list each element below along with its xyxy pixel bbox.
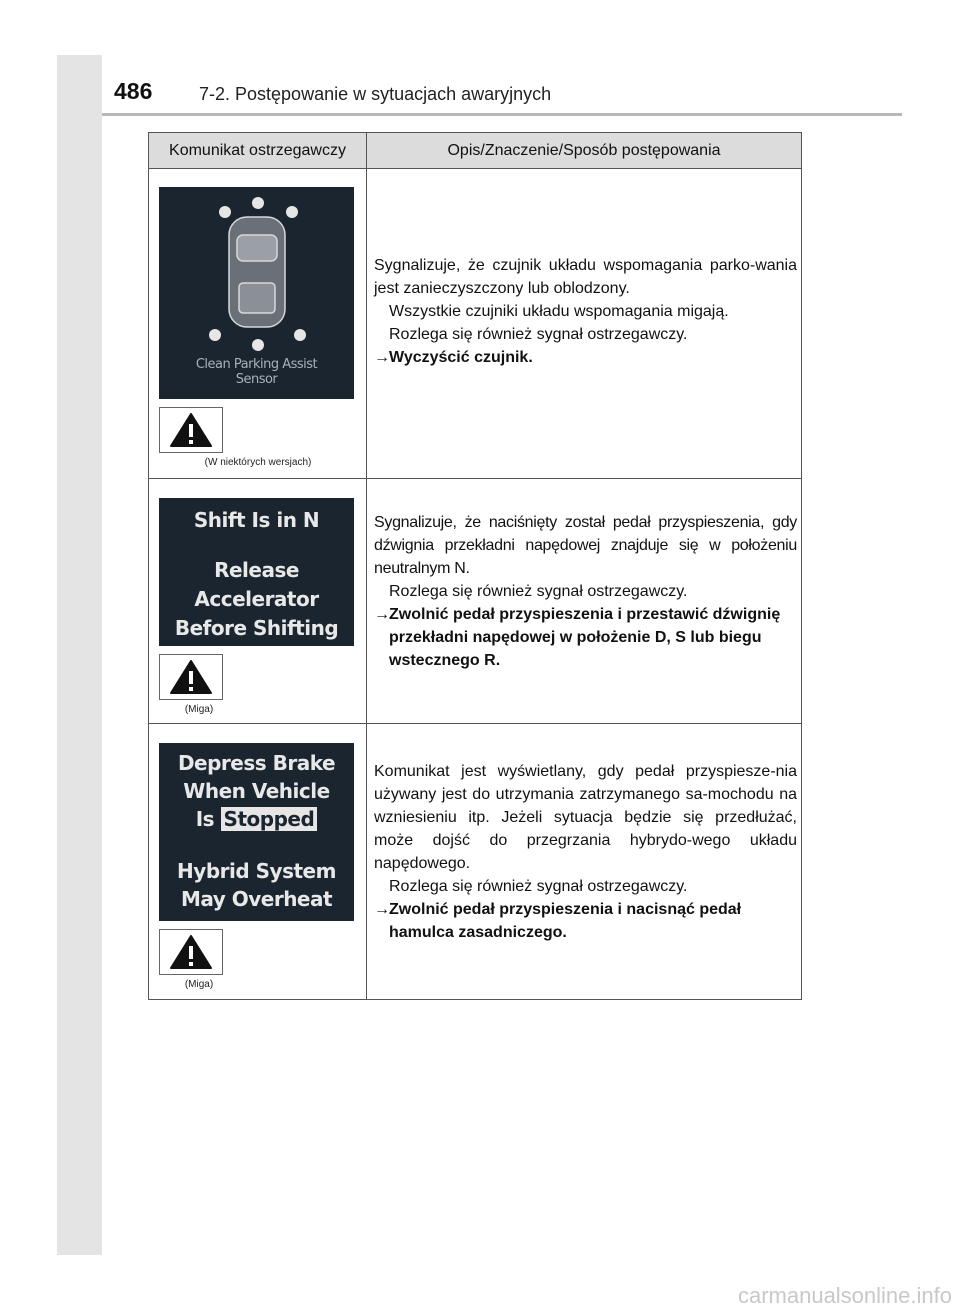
description-cell <box>367 724 802 1000</box>
screen-line: Sensor <box>235 372 278 387</box>
warning-triangle-icon <box>169 659 213 695</box>
screen-line: Before Shifting <box>174 616 339 640</box>
description-extra: Rozlega się również sygnał ostrzegawczy. <box>389 326 688 343</box>
message-cell <box>149 169 367 479</box>
action-text: Zwolnić pedał przyspieszenia i przestawić dźwignię przekładni napędowej w położenie D, S lub biegu wstecznego R. <box>389 605 781 669</box>
action-line <box>374 603 797 672</box>
screen-line: Depress Brake <box>177 751 336 775</box>
description-extra: Rozlega się również sygnał ostrzegawczy. <box>389 582 688 600</box>
column-header-description: Opis/Znaczenie/Sposób postępowania <box>367 133 802 169</box>
warning-indicator <box>159 407 223 453</box>
arrow-icon: → <box>374 349 390 366</box>
display-screen <box>159 187 354 399</box>
warning-message-table <box>148 132 802 1000</box>
column-header-message: Komunikat ostrzegawczy <box>149 133 367 169</box>
screen-highlight: Stopped <box>221 807 318 831</box>
page-header <box>102 78 902 114</box>
message-cell <box>149 479 367 724</box>
warning-indicator <box>159 929 223 975</box>
caption: (W niektórych wersjach) <box>204 457 312 468</box>
screen-line: Accelerator <box>194 587 319 611</box>
header-rule <box>102 113 902 116</box>
watermark: carmanualsonline.info <box>737 1283 952 1308</box>
caption: (Miga) <box>184 704 214 715</box>
warning-triangle-icon <box>169 934 213 970</box>
action-text: Wyczyścić czujnik. <box>389 349 533 366</box>
action-line <box>374 898 797 944</box>
table-row <box>149 724 802 1000</box>
table-row <box>149 479 802 724</box>
display-screen <box>159 743 354 921</box>
screen-word: Is <box>195 807 215 831</box>
caption: (Miga) <box>184 979 214 990</box>
warning-indicator <box>159 654 223 700</box>
display-screen <box>159 498 354 646</box>
side-strip <box>57 55 102 1255</box>
screen-line: Hybrid System <box>177 859 336 883</box>
arrow-icon: → <box>374 605 390 623</box>
description-text: Sygnalizuje, że naciśnięty został pedał przyspieszenia, gdy dźwignia przekładni napędowej znajduje się w położeniu neutralnym N. <box>374 513 797 577</box>
action-text: Zwolnić pedał przyspieszenia i nacisnąć pedał hamulca zasadniczego. <box>389 900 742 941</box>
action-line <box>374 346 797 369</box>
table-header-row <box>149 133 802 169</box>
description-cell <box>367 169 802 479</box>
page-number: 486 <box>114 78 153 104</box>
screen-line: Release <box>214 558 299 582</box>
screen-line <box>159 805 354 833</box>
description-extra: Wszystkie czujniki układu wspomagania migają. <box>389 303 729 320</box>
screen-line: May Overheat <box>180 887 333 911</box>
description-text: Komunikat jest wyświetlany, gdy pedał przyspiesze-nia używany jest do utrzymania zatrzymanego sa-mochodu na wzniesieniu itp. Jeżeli sytuacja będzie się przedłużać, może dojść do przegrzania hybrydo-wego układu napędowego. <box>374 762 797 872</box>
section-title: 7-2. Postępowanie w sytuacjach awaryjnych <box>199 84 552 104</box>
warning-triangle-icon <box>169 412 213 448</box>
screen-line: Clean Parking Assist <box>195 357 318 372</box>
screen-line: Shift Is in N <box>193 508 320 532</box>
table-row <box>149 169 802 479</box>
description-extra: Rozlega się również sygnał ostrzegawczy. <box>389 877 688 895</box>
screen-line: When Vehicle <box>183 779 330 803</box>
arrow-icon: → <box>374 900 390 918</box>
description-text: Sygnalizuje, że czujnik układu wspomagania parko-wania jest zanieczyszczony lub oblodzony. <box>374 257 797 297</box>
description-cell <box>367 479 802 724</box>
message-cell <box>149 724 367 1000</box>
